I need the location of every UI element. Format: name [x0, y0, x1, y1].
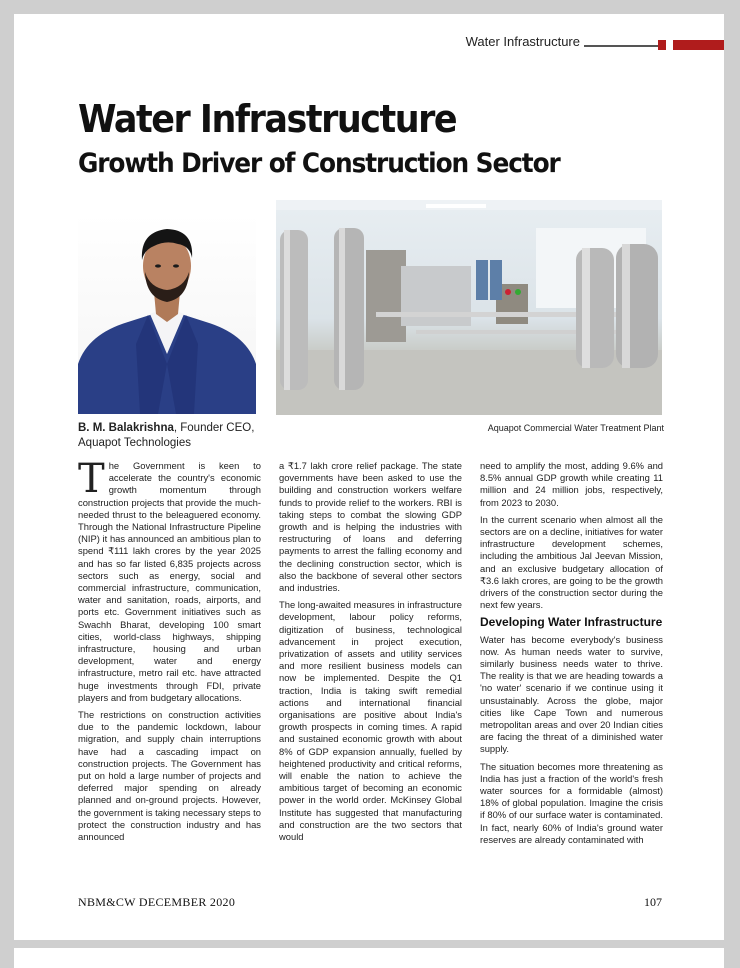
magazine-page: [14, 14, 724, 940]
water-treatment-plant-illustration: [276, 200, 662, 415]
paragraph: Water has become everybody's business now. As human needs water to survive, similarly business needs water to thrive. The reality is that we are heading towards a 'no water' scenario if we continue using it unsustainably. Across the globe, major cities like Cape Town and numerous metropolitan areas and over 20 Indian cities are facing the threat of a diminished water supply.: [480, 633, 663, 755]
paragraph: In the current scenario when almost all the sectors are on a decline, initiatives for water infrastructure development schemes, including the ambitious Jal Jeevan Mission, and an exclusive budgetary allocation of ₹3.6 lakh crores, are going to be the growth drivers of the construction sector during the next few years.: [480, 513, 663, 611]
author-caption: [78, 421, 254, 451]
paragraph: The restrictions on construction activities due to the pandemic lockdown, labour migration, and supply chain interruptions have had a cascading impact on construction projects. The Government has put on hold a large number of projects and deferred major spending on already planned and on-ground projects. However, the government is taking necessary steps to protect the construction industry and has announced: [78, 709, 261, 843]
running-head: Water Infrastructure: [465, 34, 580, 49]
author-portrait: [78, 214, 256, 414]
running-head-rule: [584, 45, 664, 47]
paragraph-text: he Government is keen to accelerate the country's economic growth momentum through construction projects that provide the much-needed thrust to the beleaguered economy. Through the National Infrastructure Pipeline (NIP) it has announced an ambitious plan to spend ₹111 lakh crores by the year 2025 and has so far listed 6,835 projects across sectors such as energy, social and commercial infrastructure, communication, water and sanitation, roads, airports, and ports etc. Government initiatives such as Swachh Bharat, developing 100 smart cities, world-class highways, shipping infrastructure, housing and urban development, water and energy infrastructure, metro rail etc. have attracted huge investments through FDI, private players and from budgetary allocations.: [78, 460, 261, 703]
author-portrait-illustration: [78, 214, 256, 414]
drop-cap: T: [78, 456, 105, 502]
running-head-accent-bar: [673, 40, 724, 50]
publication-footer: NBM&CW DECEMBER 2020: [78, 895, 236, 909]
paragraph: The long-awaited measures in infrastructure development, labour policy reforms, digitization of business, technological advancement in project execution, privatization of assets and utility services and more resilient business models can now be implemented. Despite the Q1 traction, India is taking swift remedial actions and international financial organisations are positive about India's growth prospects in coming times. A rapid and sustained economic growth with about 8% of GDP expansion annually, fuelled by heightened productivity and critical reforms, will enable the nation to achieve the ambitious target of becoming an economic power in the world order. McKinsey Global Institute has suggested that manufacturing and construction are the two sectors that would: [279, 599, 462, 843]
photo-caption: Aquapot Commercial Water Treatment Plant: [487, 423, 664, 433]
section-heading: Developing Water Infrastructure: [480, 615, 663, 630]
paragraph: need to amplify the most, adding 9.6% and 8.5% annual GDP growth while creating 11 million and 24 million jobs, respectively, from 2023 to 2030.: [480, 460, 663, 508]
paragraph: [78, 456, 261, 704]
paragraph: The situation becomes more threatening as India has just a fraction of the world's fresh water sources for a formidable (almost) 18% of global population. Imagine the crisis if 80% of our surface water is contaminated. In fact, nearly 60% of India's ground water reserves are already contaminated with: [480, 760, 663, 845]
author-name: B. M. Balakrishna: [78, 422, 174, 434]
page-number: 107: [644, 895, 662, 909]
article-subtitle: Growth Driver of Construction Sector: [78, 148, 560, 179]
article-title: Water Infrastructure: [78, 97, 457, 141]
water-treatment-plant-photo: [276, 200, 662, 415]
paragraph: a ₹1.7 lakh crore relief package. The state governments have been asked to use the building and construction workers welfare funds to provide relief to the workers. RBI is taking steps to combat the slowing GDP growth and is helping the industries with restructuring of loans and deferring payments to arrest the falling economy and the declining construction sector, which is also the backbone of several other sectors and industries.: [279, 460, 462, 594]
next-page-edge: [14, 948, 724, 968]
author-company: Aquapot Technologies: [78, 437, 191, 449]
article-column-1: [78, 456, 261, 848]
author-role: , Founder CEO,: [173, 422, 255, 434]
article-column-2: [279, 460, 462, 848]
running-head-accent-small: [658, 40, 666, 50]
article-column-3: [480, 460, 663, 851]
